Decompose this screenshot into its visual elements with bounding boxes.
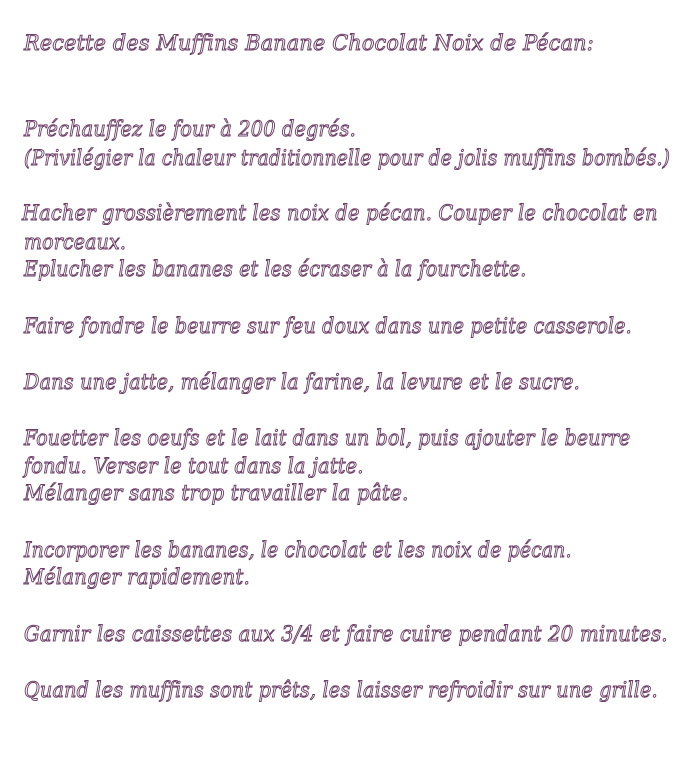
step-1-line-2: (Privilégier la chaleur traditionnelle pour de jolis muffins bombés.): [24, 146, 671, 170]
recipe-title: Recette des Muffins Banane Chocolat Noix de Pécan:: [24, 31, 594, 55]
step-1-line-1: Préchauffez le four à 200 degrés.: [24, 117, 356, 141]
step-4-line-1: Dans une jatte, mélanger la farine, la levure et le sucre.: [24, 370, 580, 394]
step-6-line-2: Mélanger rapidement.: [24, 565, 250, 589]
step-5-line-3: Mélanger sans trop travailler la pâte.: [24, 481, 409, 505]
step-3-line-1: Faire fondre le beurre sur feu doux dans une petite casserole.: [24, 314, 632, 338]
step-2-line-1: Hacher grossièrement les noix de pécan. Couper le chocolat en: [22, 201, 658, 225]
step-6-line-1: Incorporer les bananes, le chocolat et les noix de pécan.: [24, 538, 572, 562]
step-5-line-2: fondu. Verser le tout dans la jatte.: [24, 454, 364, 478]
step-2-line-3: Eplucher les bananes et les écraser à la fourchette.: [24, 257, 527, 281]
step-5-line-1: Fouetter les oeufs et le lait dans un bol, puis ajouter le beurre: [24, 426, 631, 450]
step-2-line-2: morceaux.: [24, 230, 127, 254]
step-8-line-1: Quand les muffins sont prêts, les laisser refroidir sur une grille.: [24, 678, 658, 702]
step-7-line-1: Garnir les caissettes aux 3/4 et faire cuire pendant 20 minutes.: [24, 622, 668, 646]
